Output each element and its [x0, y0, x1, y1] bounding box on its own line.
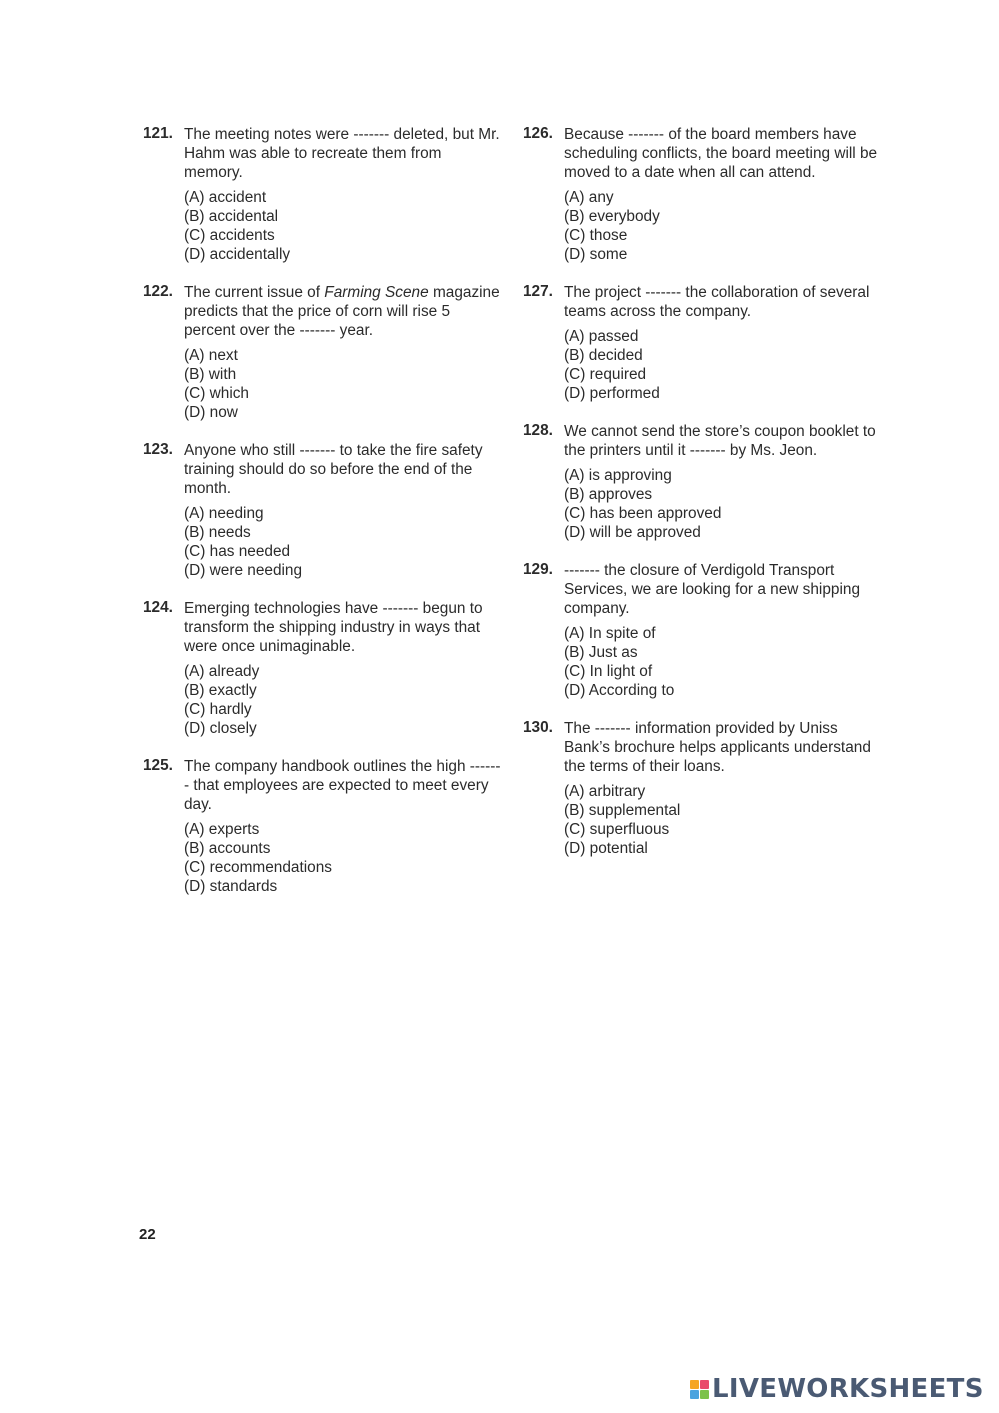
option-d[interactable]: (D) now [184, 404, 238, 421]
question-125 [143, 756, 503, 896]
option-d[interactable]: (D) some [564, 246, 628, 263]
option-c[interactable]: (C) required [564, 366, 647, 383]
option-c[interactable]: (C) recommendations [184, 859, 332, 876]
option-d[interactable]: (D) standards [184, 878, 278, 895]
question-text: We cannot send the store’s coupon booklet to the printers until it ------- by Ms. Jeon. [564, 423, 876, 459]
question-text: Emerging technologies have ------- begun to transform the shipping industry in ways that were once unimaginable. [184, 600, 483, 655]
option-a[interactable]: (A) is approving [564, 467, 672, 484]
logo-tile-4 [700, 1390, 709, 1399]
question-text [184, 282, 503, 340]
option-c[interactable]: (C) has needed [184, 543, 291, 560]
answer-options [564, 466, 883, 542]
option-c[interactable]: (C) hardly [184, 701, 252, 718]
option-a[interactable]: (A) accident [184, 189, 267, 206]
question-text: Because ------- of the board members have scheduling conflicts, the board meeting will be moved to a date when all can attend. [564, 126, 878, 181]
option-b[interactable]: (B) with [184, 366, 237, 383]
question-number: 123. [143, 441, 173, 458]
option-c[interactable]: (C) superfluous [564, 821, 670, 838]
option-c[interactable]: (C) which [184, 385, 249, 402]
answer-options [564, 624, 883, 700]
answer-options [184, 346, 503, 422]
answer-options [184, 820, 503, 896]
question-number: 122. [143, 283, 173, 300]
option-a[interactable]: (A) any [564, 189, 614, 206]
question-number: 128. [523, 422, 553, 439]
option-b[interactable]: (B) accounts [184, 840, 271, 857]
option-b[interactable]: (B) accidental [184, 208, 279, 225]
option-a[interactable]: (A) In spite of [564, 625, 656, 642]
liveworksheets-logo-icon [690, 1380, 709, 1399]
liveworksheets-logo [690, 1372, 984, 1406]
question-number: 127. [523, 283, 553, 300]
question-130 [523, 718, 883, 858]
question-128 [523, 421, 883, 542]
question-text: The meeting notes were ------- deleted, but Mr. Hahm was able to recreate them from memory. [184, 126, 500, 181]
question-number: 129. [523, 561, 553, 578]
answer-options [564, 188, 883, 264]
right-column [523, 124, 883, 876]
question-text: The project ------- the collaboration of several teams across the company. [564, 284, 870, 320]
question-number: 126. [523, 125, 553, 142]
option-c[interactable]: (C) accidents [184, 227, 275, 244]
option-c[interactable]: (C) has been approved [564, 505, 722, 522]
question-number: 121. [143, 125, 173, 142]
question-123 [143, 440, 503, 580]
question-129 [523, 560, 883, 700]
page-number: 22 [139, 1226, 156, 1243]
option-b[interactable]: (B) supplemental [564, 802, 681, 819]
answer-options [184, 188, 503, 264]
question-text: Anyone who still ------- to take the fire safety training should do so before the end of the month. [184, 442, 483, 497]
question-124 [143, 598, 503, 738]
option-d[interactable]: (D) potential [564, 840, 648, 857]
question-text-end: magazine predicts that the price of corn will rise 5 percent over the ------- year. [184, 284, 500, 339]
option-a[interactable]: (A) already [184, 663, 260, 680]
question-number: 124. [143, 599, 173, 616]
logo-tile-3 [690, 1390, 699, 1399]
option-d[interactable]: (D) accidentally [184, 246, 291, 263]
answer-options [184, 504, 503, 580]
option-c[interactable]: (C) those [564, 227, 628, 244]
question-number: 125. [143, 757, 173, 774]
option-d[interactable]: (D) were needing [184, 562, 303, 579]
option-a[interactable]: (A) experts [184, 821, 260, 838]
logo-tile-2 [700, 1380, 709, 1389]
question-122 [143, 282, 503, 422]
magazine-title: Farming Scene [324, 284, 429, 301]
answer-options [564, 327, 883, 403]
option-d[interactable]: (D) will be approved [564, 524, 701, 541]
option-d[interactable]: (D) performed [564, 385, 660, 402]
question-text-start: The current issue of [184, 284, 325, 301]
option-a[interactable]: (A) next [184, 347, 238, 364]
option-a[interactable]: (A) arbitrary [564, 783, 646, 800]
option-b[interactable]: (B) approves [564, 486, 653, 503]
option-c[interactable]: (C) In light of [564, 663, 653, 680]
question-text: The company handbook outlines the high ------- that employees are expected to meet every day. [184, 758, 501, 813]
option-b[interactable]: (B) Just as [564, 644, 638, 661]
logo-tile-1 [690, 1380, 699, 1389]
option-b[interactable]: (B) decided [564, 347, 643, 364]
question-121 [143, 124, 503, 264]
option-d[interactable]: (D) closely [184, 720, 257, 737]
question-text: The ------- information provided by Uniss Bank’s brochure helps applicants understand the terms of their loans. [564, 720, 871, 775]
option-b[interactable]: (B) needs [184, 524, 251, 541]
question-126 [523, 124, 883, 264]
option-a[interactable]: (A) passed [564, 328, 639, 345]
option-d[interactable]: (D) According to [564, 682, 675, 699]
option-a[interactable]: (A) needing [184, 505, 264, 522]
answer-options [184, 662, 503, 738]
question-number: 130. [523, 719, 553, 736]
question-127 [523, 282, 883, 403]
logo-text: LIVEWORKSHEETS [712, 1374, 984, 1404]
option-b[interactable]: (B) everybody [564, 208, 660, 225]
answer-options [564, 782, 883, 858]
question-text: ------- the closure of Verdigold Transport Services, we are looking for a new shipping company. [564, 562, 860, 617]
left-column [143, 124, 503, 914]
option-b[interactable]: (B) exactly [184, 682, 257, 699]
